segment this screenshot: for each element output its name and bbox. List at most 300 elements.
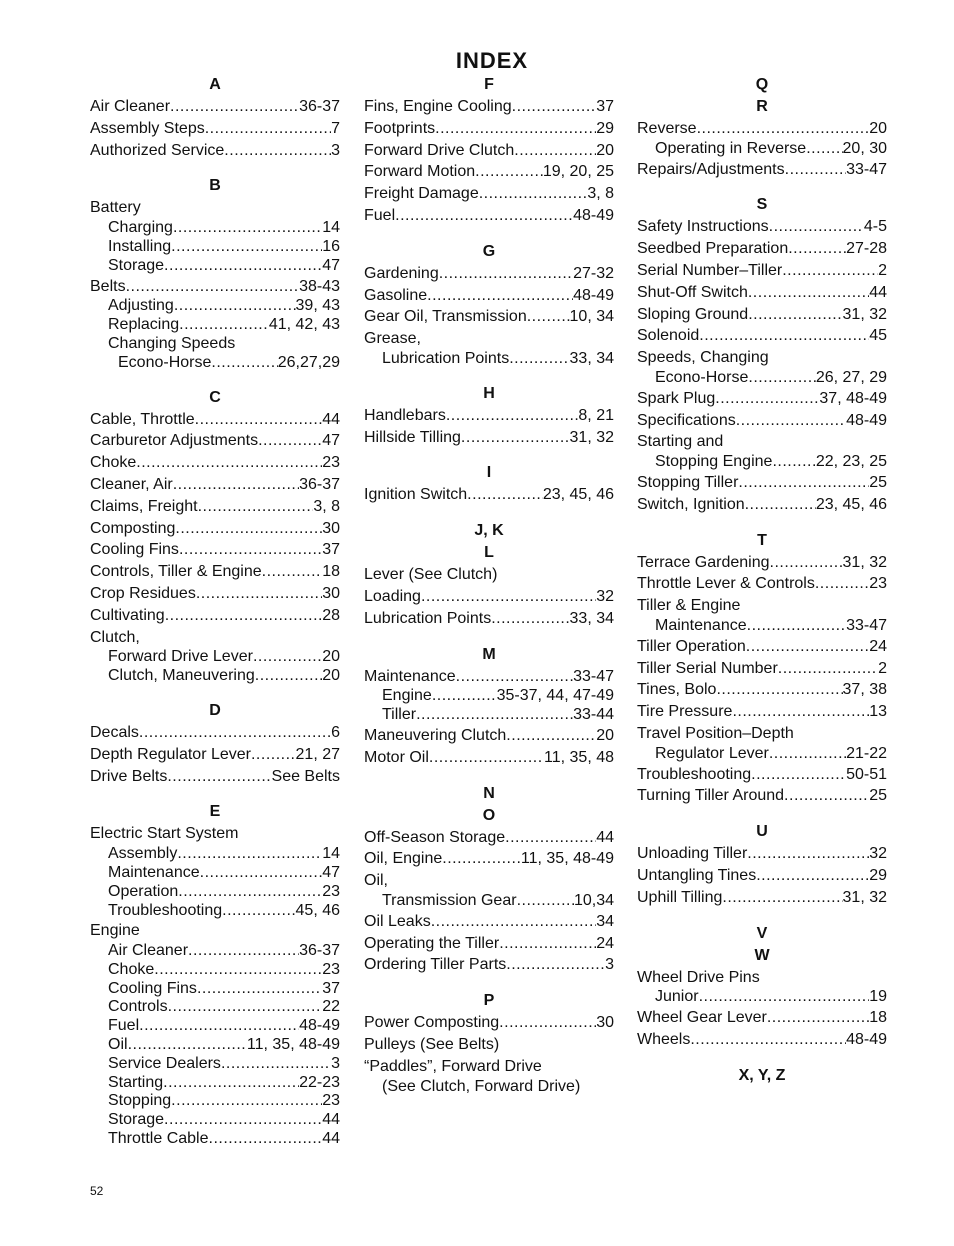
dot-leader: [738, 472, 869, 494]
section-letter: T: [757, 531, 767, 549]
index-entry: [90, 518, 340, 540]
index-entry: [637, 723, 887, 745]
entry-label: Battery: [90, 199, 141, 217]
entry-label: Charging: [108, 219, 173, 237]
entry-pages: 37: [596, 98, 614, 115]
dot-leader: [251, 744, 296, 766]
entry-pages: See Belts: [271, 767, 340, 785]
index-entry: [90, 1074, 340, 1093]
index-entry: [637, 118, 887, 140]
entry-pages: 44: [869, 283, 887, 301]
entry-label: Shut-Off Switch: [637, 283, 748, 301]
index-entry: [90, 496, 340, 518]
index-entry: [637, 552, 887, 574]
entry-label: Storage: [108, 1111, 165, 1129]
entry-label: Drive Belts: [90, 767, 168, 785]
index-entry: [364, 1034, 614, 1056]
index-entry: [637, 573, 887, 595]
entry-label: Maintenance: [108, 863, 200, 881]
dot-leader: [745, 494, 816, 516]
entry-label: Turning Tiller Around: [637, 787, 785, 805]
dot-leader: [139, 1017, 299, 1036]
index-entry: [637, 658, 887, 680]
index-entry: [637, 325, 887, 347]
entry-pages: 37: [322, 541, 340, 559]
dot-leader: [177, 845, 322, 864]
section-letter: N: [483, 784, 495, 802]
entry-pages: 36-37: [299, 98, 340, 115]
entry-label: Clutch,: [90, 628, 140, 646]
index-entry: [637, 785, 887, 807]
index-column-1: [90, 74, 340, 1163]
entry-label: Forward Motion: [364, 163, 476, 181]
entry-pages: 45, 46: [295, 901, 340, 919]
entry-pages: 10,34: [573, 891, 614, 909]
dot-leader: [439, 263, 573, 285]
entry-label: Composting: [90, 519, 176, 537]
entry-pages: 26,27,29: [277, 353, 340, 371]
index-entry: [364, 328, 614, 350]
index-entry: [90, 722, 340, 744]
dot-leader: [769, 745, 846, 764]
entry-label: Wheel Drive Pins: [637, 968, 760, 986]
index-entry: [637, 1029, 887, 1051]
entry-pages: 23, 45, 46: [542, 486, 614, 504]
dot-leader: [429, 747, 544, 769]
entry-label: Loading: [364, 587, 421, 605]
index-entry: [364, 666, 614, 688]
index-entry: [90, 845, 340, 864]
dot-leader: [164, 1111, 322, 1130]
dot-leader: [171, 238, 322, 257]
index-entry: [364, 96, 614, 118]
dot-leader: [512, 96, 597, 118]
entry-label: Tiller: [382, 706, 417, 724]
section-letter: F: [484, 76, 494, 93]
index-section: [637, 945, 887, 1051]
entry-pages: 21-22: [846, 744, 887, 762]
index-entry: [90, 561, 340, 583]
entry-pages: 11, 35, 48-49: [246, 1036, 340, 1054]
entry-label: Junior: [655, 988, 699, 1006]
entry-pages: 8, 21: [578, 406, 614, 424]
entry-label: Gear Oil, Transmission: [364, 308, 527, 326]
index-entry: [364, 892, 614, 911]
index-section: [90, 175, 340, 372]
section-letter: P: [483, 992, 495, 1010]
entry-label: Storage: [108, 256, 165, 274]
index-entry: [90, 998, 340, 1017]
index-entry: [364, 183, 614, 205]
dot-leader: [690, 1029, 846, 1051]
entry-pages: 25: [869, 473, 887, 491]
entry-pages: 47: [322, 256, 340, 274]
index-entry: [637, 472, 887, 494]
entry-label: Solenoid: [637, 327, 700, 345]
entry-label: Stopping: [108, 1092, 172, 1110]
index-section: [364, 520, 614, 542]
entry-pages: 2: [878, 261, 887, 279]
index-entry: [90, 883, 340, 902]
entry-pages: 32: [596, 587, 614, 605]
dot-leader: [421, 586, 596, 608]
index-entry: [364, 954, 614, 976]
index-section: [637, 96, 887, 180]
index-entry: [637, 216, 887, 238]
entry-label: Untangling Tines: [637, 866, 757, 884]
entry-label: Travel Position–Depth: [637, 724, 794, 742]
entry-pages: 20: [869, 120, 887, 137]
index-entry: [90, 452, 340, 474]
index-section: [364, 74, 614, 227]
entry-label: Decals: [90, 723, 139, 741]
entry-pages: 33, 34: [569, 349, 614, 367]
entry-label: Belts: [90, 277, 126, 295]
entry-label: Troubleshooting: [637, 765, 752, 783]
entry-label: Engine: [382, 687, 432, 705]
index-section: [364, 805, 614, 977]
entry-pages: 45: [869, 327, 887, 345]
entry-pages: 48-49: [846, 411, 887, 429]
index-column-2: [364, 74, 614, 1110]
section-letter: X, Y, Z: [738, 1066, 786, 1084]
entry-label: Footprints: [364, 119, 436, 137]
entry-pages: 6: [331, 723, 340, 741]
dot-leader: [198, 496, 314, 518]
entry-pages: 16: [322, 237, 340, 255]
dot-leader: [722, 887, 842, 909]
entry-label: Engine: [90, 922, 140, 940]
index-entry: [90, 980, 340, 999]
index-entry: [90, 140, 340, 162]
index-entry: [637, 388, 887, 410]
entry-pages: 32: [869, 845, 887, 863]
page-number: 52: [90, 1184, 104, 1198]
dot-leader: [815, 573, 869, 595]
dot-leader: [175, 518, 322, 540]
entry-pages: 29: [869, 866, 887, 884]
dot-leader: [499, 1012, 596, 1034]
dot-leader: [446, 405, 579, 427]
dot-leader: [506, 954, 605, 976]
dot-leader: [188, 942, 299, 961]
dot-leader: [767, 1007, 869, 1029]
entry-label: Maintenance: [655, 616, 747, 634]
index-entry: [90, 257, 340, 276]
index-section: [637, 74, 887, 96]
entry-label: Cleaner, Air: [90, 475, 173, 493]
entry-pages: 13: [869, 703, 887, 721]
index-entry: [637, 494, 887, 516]
index-entry: [637, 745, 887, 764]
dot-leader: [699, 325, 869, 347]
index-entry: [90, 96, 340, 118]
dot-leader: [732, 701, 869, 723]
index-section: [90, 74, 340, 161]
index-entry: [637, 453, 887, 472]
entry-label: Wheel Gear Lever: [637, 1009, 767, 1027]
index-entry: [90, 583, 340, 605]
entry-pages: 30: [596, 1014, 614, 1032]
dot-leader: [806, 140, 842, 159]
entry-pages: 22: [322, 998, 340, 1016]
index-entry: [90, 1017, 340, 1036]
dot-leader: [509, 350, 569, 369]
dot-leader: [716, 679, 842, 701]
entry-label: Tire Pressure: [637, 703, 733, 721]
index-entry: [637, 140, 887, 159]
dot-leader: [222, 902, 295, 921]
entry-label: Econo-Horse: [118, 353, 212, 371]
section-letter: J, K: [474, 522, 504, 540]
entry-label: Cooling Fins: [108, 979, 197, 997]
dot-leader: [467, 484, 543, 506]
dot-leader: [196, 583, 322, 605]
entry-label: Lever (See Clutch): [364, 566, 498, 584]
entry-label: Spark Plug: [637, 389, 716, 407]
index-column-3: [637, 74, 887, 1087]
index-entry: [364, 747, 614, 769]
entry-pages: 44: [322, 1111, 340, 1129]
entry-label: Tiller & Engine: [637, 597, 741, 615]
entry-pages: 48-49: [573, 286, 614, 304]
index-section: [637, 821, 887, 908]
entry-label: Forward Drive Lever: [108, 648, 253, 666]
entry-pages: 23, 45, 46: [815, 495, 887, 513]
entry-label: Motor Oil: [364, 748, 429, 766]
entry-label: Assembly: [108, 845, 178, 863]
section-letter: M: [482, 645, 496, 663]
index-entry: [90, 474, 340, 496]
entry-pages: 33, 34: [569, 609, 614, 627]
index-entry: [364, 140, 614, 162]
section-letter: L: [484, 544, 494, 562]
dot-leader: [174, 297, 296, 316]
entry-pages: 4-5: [863, 218, 887, 236]
entry-pages: 31, 32: [842, 888, 887, 906]
index-entry: [364, 848, 614, 870]
index-section: [637, 923, 887, 945]
dot-leader: [747, 617, 846, 636]
section-letter: H: [483, 384, 495, 402]
entry-pages: 20: [596, 141, 614, 159]
section-letter: E: [209, 803, 221, 821]
entry-label: Tiller Operation: [637, 637, 746, 655]
entry-label: Troubleshooting: [108, 901, 223, 919]
index-entry: [90, 238, 340, 257]
dot-leader: [200, 864, 323, 883]
entry-label: Assembly Steps: [90, 119, 205, 137]
entry-pages: 48-49: [573, 206, 614, 224]
entry-label: Cable, Throttle: [90, 410, 195, 428]
index-entry: [90, 648, 340, 667]
index-entry: [364, 608, 614, 630]
dot-leader: [770, 552, 843, 574]
dot-leader: [179, 316, 269, 335]
index-entry: [90, 316, 340, 335]
index-entry: [90, 335, 340, 354]
index-entry: [364, 933, 614, 955]
entry-label: Controls, Tiller & Engine: [90, 563, 262, 581]
entry-pages: 11, 35, 48-49: [520, 850, 614, 868]
entry-label: Operation: [108, 882, 179, 900]
entry-pages: 30: [322, 584, 340, 602]
index-entry: [637, 304, 887, 326]
page-title: INDEX: [455, 48, 529, 73]
entry-pages: 48-49: [299, 1017, 340, 1035]
dot-leader: [431, 911, 597, 933]
index-section: [364, 644, 614, 769]
index-entry: [637, 988, 887, 1007]
section-letter: Q: [755, 76, 769, 93]
index-entry: [637, 617, 887, 636]
section-letter: I: [486, 464, 492, 482]
entry-pages: 37, 48-49: [819, 389, 887, 407]
entry-pages: 3: [331, 141, 340, 159]
dot-leader: [748, 304, 842, 326]
dot-leader: [224, 140, 331, 162]
index-entry: [90, 118, 340, 140]
entry-pages: 3, 8: [313, 497, 340, 515]
entry-pages: 31, 32: [569, 428, 614, 446]
dot-leader: [499, 933, 596, 955]
dot-leader: [205, 118, 331, 140]
entry-label: Choke: [90, 454, 137, 472]
dot-leader: [748, 369, 815, 388]
dot-leader: [136, 452, 322, 474]
entry-label: Safety Instructions: [637, 218, 769, 236]
index-entry: [90, 219, 340, 238]
index-entry: [364, 1056, 614, 1078]
dot-leader: [769, 216, 864, 238]
entry-label: Maintenance: [364, 667, 456, 685]
index-entry: [90, 920, 340, 942]
section-letter: D: [209, 701, 221, 719]
index-entry: [90, 864, 340, 883]
entry-label: Stopping Engine: [655, 453, 773, 471]
dot-leader: [456, 666, 573, 688]
entry-pages: 3, 8: [587, 185, 614, 203]
entry-pages: 18: [869, 1009, 887, 1027]
entry-label: Controls: [108, 998, 168, 1016]
index-entry: [364, 1012, 614, 1034]
entry-label: Specifications: [637, 411, 736, 429]
dot-leader: [505, 827, 596, 849]
entry-pages: 31, 32: [842, 305, 887, 323]
entry-label: Starting: [108, 1073, 164, 1091]
dot-leader: [395, 205, 573, 227]
entry-pages: 22, 23, 25: [815, 453, 887, 471]
section-letter: S: [756, 196, 768, 214]
entry-label: Serial Number–Tiller: [637, 261, 783, 279]
entry-pages: 19, 20, 25: [542, 163, 614, 181]
entry-label: Air Cleaner: [90, 98, 171, 115]
index-entry: [364, 263, 614, 285]
entry-pages: 18: [322, 563, 340, 581]
entry-pages: 36-37: [299, 475, 340, 493]
entry-label: Choke: [108, 960, 155, 978]
section-letter: C: [209, 388, 221, 406]
dot-leader: [253, 648, 322, 667]
entry-label: Switch, Ignition: [637, 495, 745, 513]
entry-label: Sloping Ground: [637, 305, 749, 323]
index-entry: [364, 870, 614, 892]
dot-leader: [164, 257, 322, 276]
entry-pages: 30: [322, 519, 340, 537]
index-section: [637, 530, 887, 808]
entry-label: Electric Start System: [90, 825, 239, 843]
dot-leader: [173, 474, 299, 496]
entry-label: Gardening: [364, 264, 439, 282]
index-section: [637, 1065, 887, 1087]
index-entry: [637, 764, 887, 786]
index-section: [364, 783, 614, 805]
entry-label: Installing: [108, 237, 172, 255]
entry-label: Ignition Switch: [364, 486, 468, 504]
section-letter: G: [482, 242, 496, 260]
dot-leader: [715, 388, 819, 410]
entry-label: Off-Season Storage: [364, 828, 506, 846]
entry-pages: 19: [869, 988, 887, 1006]
index-entry: [364, 350, 614, 369]
index-entry: [637, 159, 887, 181]
dot-leader: [778, 658, 878, 680]
entry-label: Handlebars: [364, 406, 446, 424]
entry-pages: 23: [322, 882, 340, 900]
dot-leader: [517, 892, 574, 911]
index-section: [637, 194, 887, 515]
entry-label: Tines, Bolo: [637, 681, 717, 699]
dot-leader: [784, 785, 869, 807]
entry-pages: 27-32: [573, 264, 614, 282]
entry-label: “Paddles”, Forward Drive: [364, 1057, 542, 1075]
index-entry: [364, 405, 614, 427]
entry-pages: 47: [322, 863, 340, 881]
dot-leader: [195, 409, 323, 431]
entry-pages: 23: [869, 575, 887, 593]
entry-label: Hillside Tilling: [364, 428, 461, 446]
dot-leader: [163, 1074, 299, 1093]
index-section: [364, 542, 614, 629]
entry-pages: 39, 43: [295, 297, 340, 315]
index-entry: [90, 766, 340, 788]
entry-label: Maneuvering Clutch: [364, 726, 507, 744]
entry-pages: 3: [331, 1054, 340, 1072]
index-entry: [364, 564, 614, 586]
entry-pages: 47: [322, 432, 340, 450]
entry-pages: 20, 30: [842, 139, 887, 157]
entry-pages: 21, 27: [295, 745, 340, 763]
entry-label: Fins, Engine Cooling: [364, 98, 512, 115]
dot-leader: [736, 410, 846, 432]
dot-leader: [435, 118, 596, 140]
dot-leader: [479, 183, 588, 205]
entry-label: Changing Speeds: [108, 334, 236, 352]
index-entry: [637, 260, 887, 282]
section-letter: B: [209, 177, 221, 195]
index-section: [90, 801, 340, 1149]
entry-pages: 27-28: [846, 240, 887, 258]
index-entry: [364, 706, 614, 725]
index-entry: [364, 118, 614, 140]
index-entry: [90, 1036, 340, 1055]
entry-pages: 7: [331, 119, 340, 137]
index-entry: [90, 627, 340, 649]
dot-leader: [179, 539, 322, 561]
entry-label: Forward Drive Clutch: [364, 141, 515, 159]
index-entry: [364, 427, 614, 449]
entry-label: Terrace Gardening: [637, 553, 770, 571]
